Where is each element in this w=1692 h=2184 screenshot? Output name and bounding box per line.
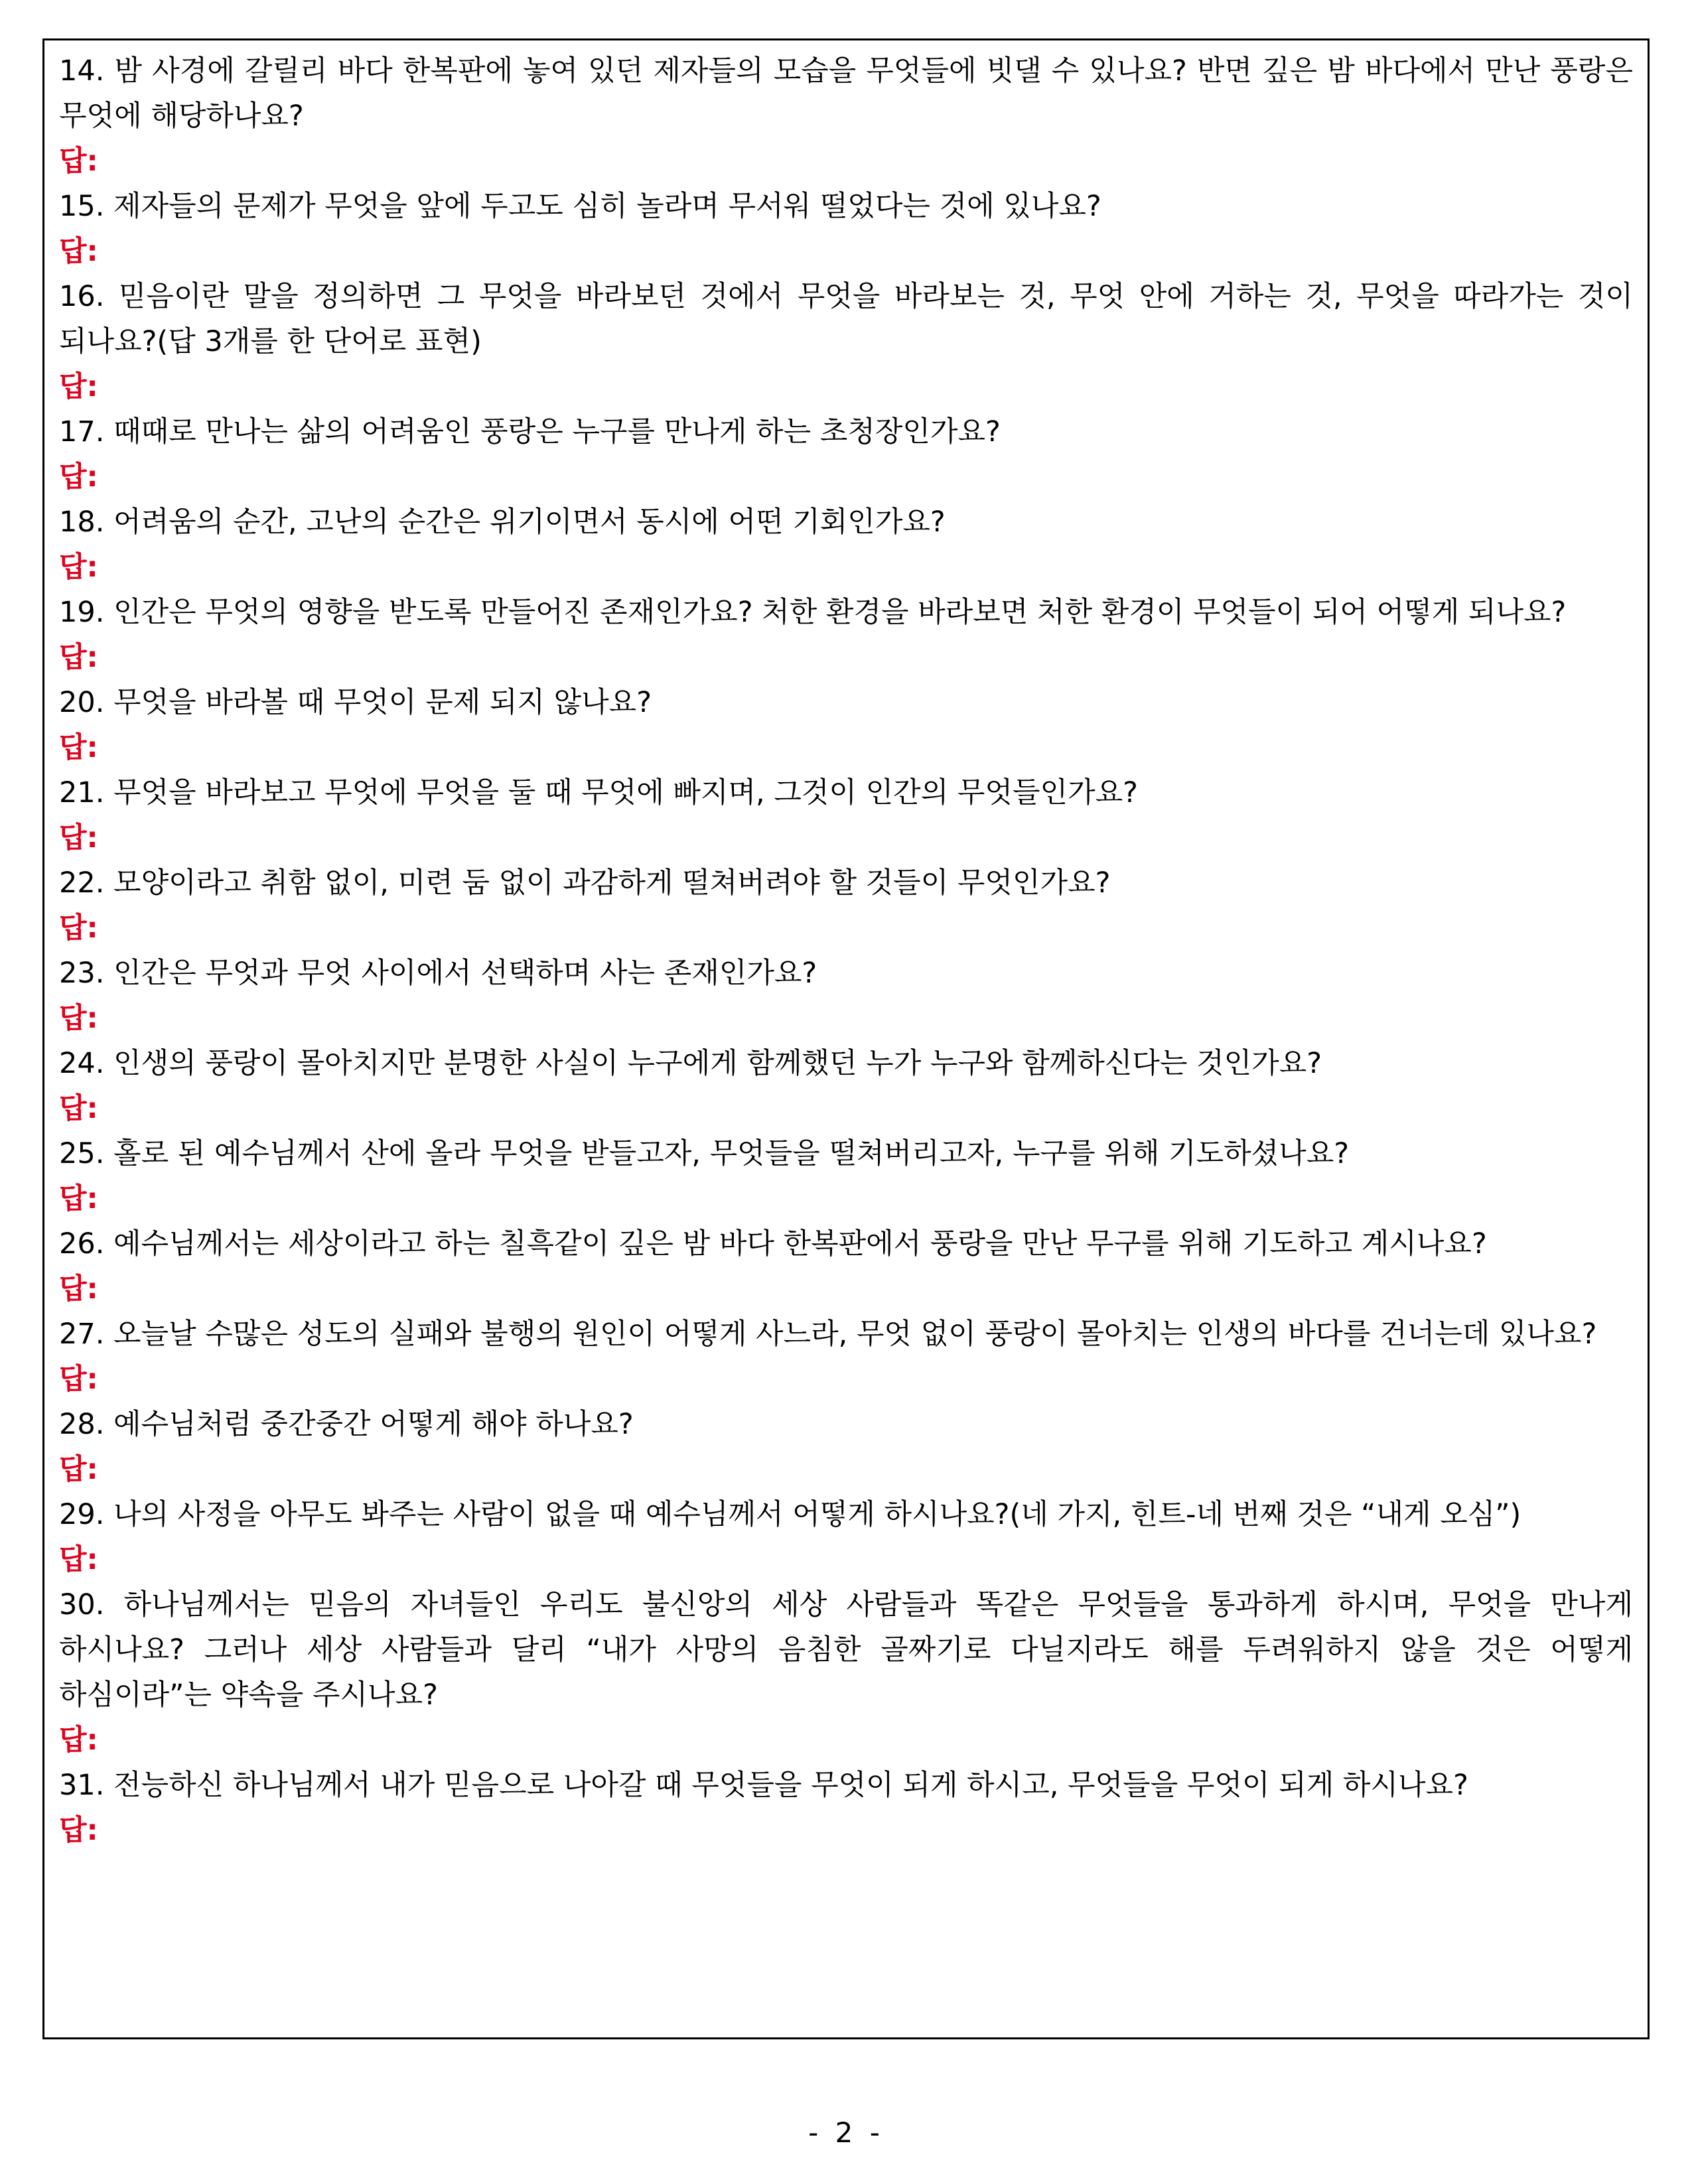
answer-label: 답: [59, 1543, 98, 1576]
answer-label: 답: [59, 1272, 98, 1306]
answer-label: 답: [59, 1092, 98, 1125]
question-item [59, 409, 1633, 500]
question-item [59, 1221, 1633, 1312]
question-item [59, 770, 1633, 860]
question-text: 24. 인생의 풍랑이 몰아치지만 분명한 사실이 누구에게 함께했던 누가 누구와 함께하신다는 것인가요? [59, 1047, 1322, 1080]
answer-label: 답: [59, 641, 98, 674]
answer-label: 답: [59, 235, 98, 268]
answer-label: 답: [59, 1453, 98, 1486]
question-text: 15. 제자들의 문제가 무엇을 앞에 두고도 심히 놀라며 무서워 떨었다는 것에 있나요? [59, 190, 1101, 223]
question-item [59, 1582, 1633, 1763]
answer-label: 답: [59, 551, 98, 584]
question-text: 28. 예수님처럼 중간중간 어떻게 해야 하나요? [59, 1408, 634, 1441]
question-text: 27. 오늘날 수많은 성도의 실패와 불행의 원인이 어떻게 사느라, 무엇 없이 풍랑이 몰아치는 인생의 바다를 건너는데 있나요? [59, 1318, 1597, 1351]
question-item [59, 860, 1633, 951]
question-item [59, 590, 1633, 680]
question-item [59, 1041, 1633, 1131]
question-text: 22. 모양이라고 취함 없이, 미련 둠 없이 과감하게 떨쳐버려야 할 것들이 무엇인가요? [59, 866, 1111, 900]
question-text: 25. 홀로 된 예수님께서 산에 올라 무엇을 받들고자, 무엇들을 떨쳐버리고자, 누구를 위해 기도하셨나요? [59, 1137, 1350, 1170]
question-text: 16. 믿음이란 말을 정의하면 그 무엇을 바라보던 것에서 무엇을 바라보는 것, 무엇 안에 거하는 것, 무엇을 따라가는 것이 되나요?(답 3개를 한 단어로 표현) [59, 280, 1633, 358]
question-text: 18. 어려움의 순간, 고난의 순간은 위기이면서 동시에 어떤 기회인가요? [59, 506, 946, 539]
answer-label: 답: [59, 460, 98, 494]
question-text: 29. 나의 사정을 아무도 봐주는 사람이 없을 때 예수님께서 어떻게 하시나요?(네 가지, 힌트-네 번째 것은 “내게 오심”) [59, 1498, 1521, 1531]
question-item [59, 1492, 1633, 1582]
answer-label: 답: [59, 1182, 98, 1215]
answer-label: 답: [59, 370, 98, 403]
question-item [59, 680, 1633, 770]
answer-label: 답: [59, 145, 98, 178]
answer-label: 답: [59, 1002, 98, 1035]
question-item [59, 184, 1633, 274]
page-number: - 2 - [808, 2116, 884, 2149]
question-text: 21. 무엇을 바라보고 무엇에 무엇을 둘 때 무엇에 빠지며, 그것이 인간의 무엇들인가요? [59, 776, 1138, 809]
answer-label: 답: [59, 1814, 98, 1847]
answer-label: 답: [59, 1724, 98, 1757]
answer-label: 답: [59, 912, 98, 945]
question-item [59, 1312, 1633, 1402]
question-text: 19. 인간은 무엇의 영향을 받도록 만들어진 존재인가요? 처한 환경을 바라보면 처한 환경이 무엇들이 되어 어떻게 되나요? [59, 596, 1567, 629]
question-item [59, 500, 1633, 590]
question-item [59, 951, 1633, 1041]
question-box [42, 38, 1650, 2039]
answer-label: 답: [59, 731, 98, 764]
question-text: 23. 인간은 무엇과 무엇 사이에서 선택하며 사는 존재인가요? [59, 957, 817, 990]
question-item [59, 1763, 1633, 1853]
question-item [59, 1402, 1633, 1492]
question-text: 26. 예수님께서는 세상이라고 하는 칠흑같이 깊은 밤 바다 한복판에서 풍랑을 만난 무구를 위해 기도하고 계시나요? [59, 1227, 1487, 1261]
question-text: 17. 때때로 만나는 삶의 어려움인 풍랑은 누구를 만나게 하는 초청장인가요? [59, 415, 1001, 448]
question-item [59, 274, 1633, 409]
question-item [59, 1131, 1633, 1221]
question-text: 14. 밤 사경에 갈릴리 바다 한복판에 놓여 있던 제자들의 모습을 무엇들에 빗댈 수 있나요? 반면 깊은 밤 바다에서 만난 풍랑은 무엇에 해당하나요? [59, 54, 1633, 133]
question-item [59, 48, 1633, 184]
question-text: 31. 전능하신 하나님께서 내가 믿음으로 나아갈 때 무엇들을 무엇이 되게 하시고, 무엇들을 무엇이 되게 하시나요? [59, 1769, 1468, 1802]
answer-label: 답: [59, 1363, 98, 1396]
answer-label: 답: [59, 821, 98, 854]
question-text: 20. 무엇을 바라볼 때 무엇이 문제 되지 않나요? [59, 686, 652, 719]
question-text: 30. 하나님께서는 믿음의 자녀들인 우리도 불신앙의 세상 사람들과 똑같은 무엇들을 통과하게 하시며, 무엇을 만나게 하시나요? 그러나 세상 사람들과 달리 “내가 사망의 음침한 골짜기로 다닐지라도 해를 두려워하지 않을 것은 어떻게 하심이라”는 약속을 주시나요? [59, 1588, 1633, 1712]
